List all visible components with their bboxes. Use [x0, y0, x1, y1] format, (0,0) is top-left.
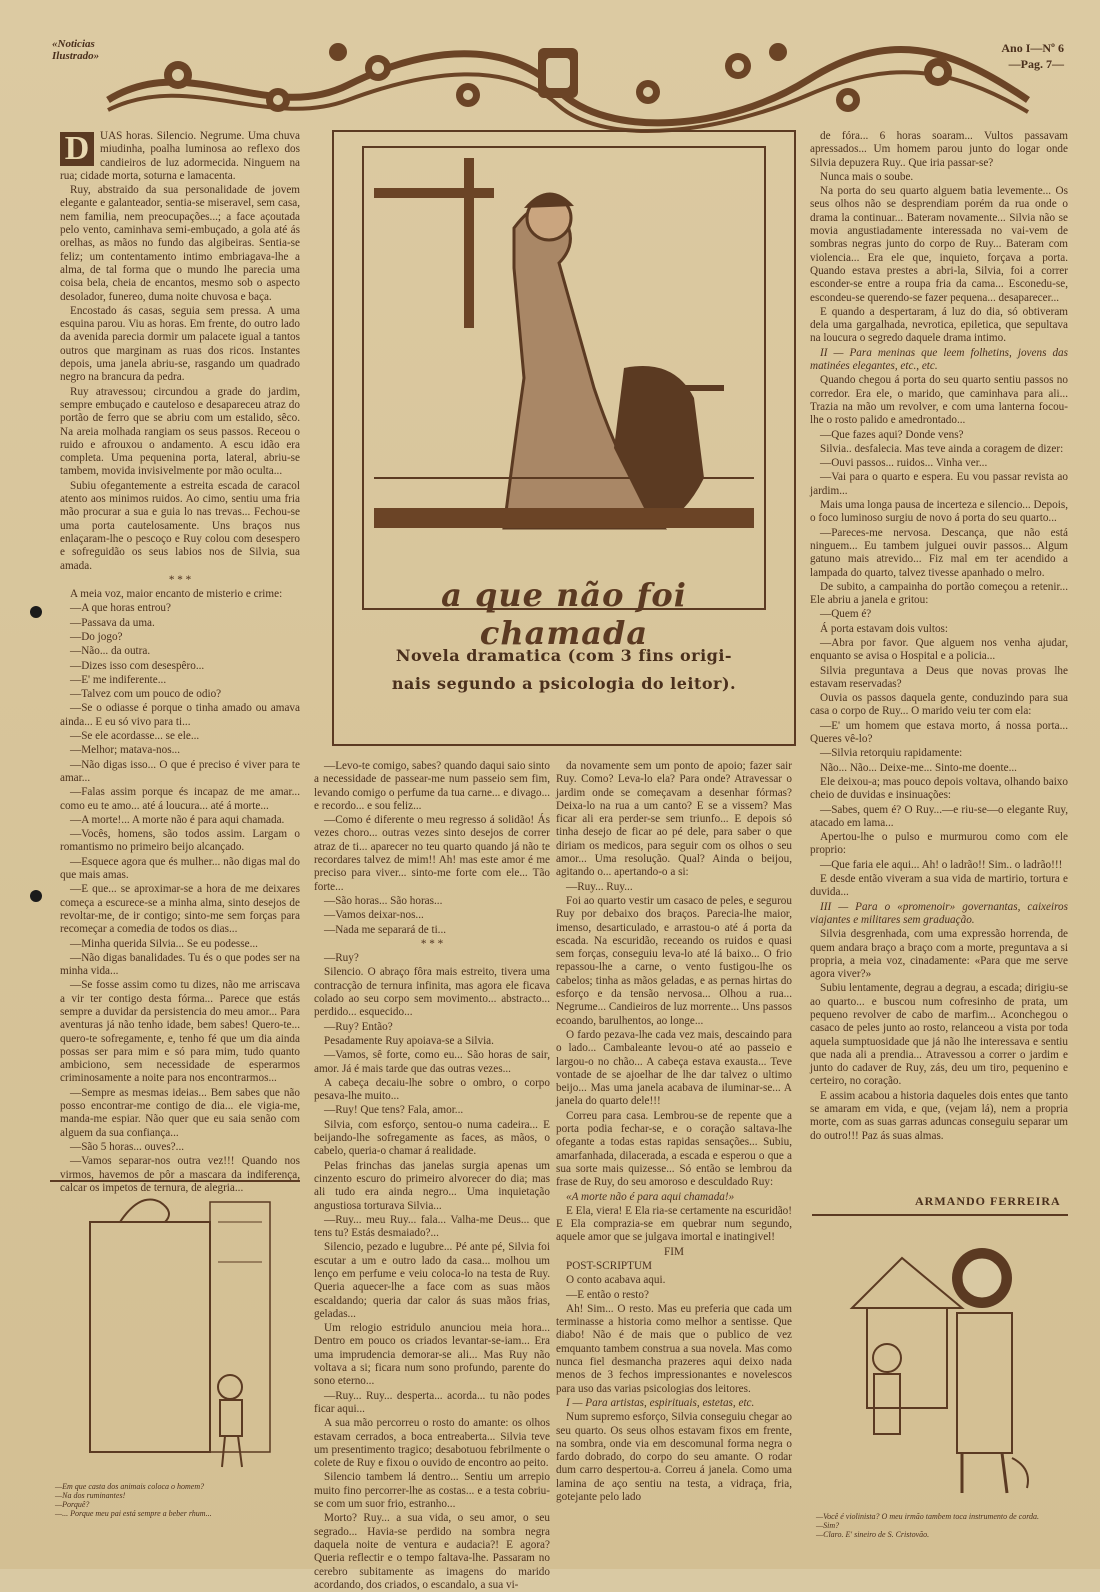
issue-info — [1001, 40, 1064, 72]
article-paragraph: Num supremo esforço, Silvia conseguiu chegar ao seu quarto. Os seus olhos estavam fixos em frente, na sombra, onde via em descomunal forma negra o fardo dobrado, do corpo do seu amante. O rodar dum carro despertou-a. Correu á janela. Como uma lamina de aço sentiu na testa, a vidraça, fria, gotejante pelo lado — [556, 1411, 792, 1504]
article-paragraph: E desde então viveram a sua vida de martirio, tortura e duvida... — [810, 873, 1068, 899]
illustration-woman-figure — [364, 148, 764, 568]
article-column-2 — [314, 760, 550, 1591]
article-paragraph: de fóra... 6 horas soaram... Vultos passavam apressados... Um homem parou junto do logar onde Silvia depuzera Ruy.. Que iria passar-se? — [810, 130, 1068, 169]
article-paragraph: —Passava da uma. — [70, 616, 155, 629]
caption-line: —... Porque meu pai está sempre a beber rhum... — [55, 1509, 212, 1518]
article-paragraph: Ele deixou-a; mas pouco depois voltava, olhando baixo cheio de duvidas e insinuações: — [810, 775, 1068, 802]
article-paragraph: Subiu ofegantemente a estreita escada de caracol atento aos minimos ruidos. Ao cimo, sentiu uma fria mão procurar a sua e guia lo nas trevas... Fechou-se uma porta cautelosamente. Uns braços nus enlaçaram-lhe o pescoço e Ruy colou com desespero e sofreguidão os seus labios nos de Silvia, sua amada. — [60, 479, 300, 572]
article-paragraph: —Do jogo? — [70, 630, 123, 643]
article-paragraph: E Ela, viera! E Ela ria-se certamente na escuridão! E Ela comprazia-se em quebrar num segundo, aquele amor que se julgava imortal e inatingivel! — [556, 1204, 792, 1244]
article-paragraph: Á porta estavam dois vultos: — [820, 622, 949, 635]
article-paragraph: —Vamos deixar-nos... — [324, 909, 424, 922]
article-paragraph: Foi ao quarto vestir um casaco de peles, e segurou Ruy por debaixo dos braços. Parecia-lhe maior, imenso, desarticulado, e arrastou-o até á porta da escada. Na escuridão, receando os ruidos e quasi sem forças, conseguiu leva-lo até lá baixo... O frio repassou-lhe a carne, o vento fustigou-lhe os cabelos; tinha as mãos geladas, e as pernas hirtas do esforço e da tensão nervosa... Olhou a rua... Negrume... Candieiros de luz morrente... Uns passos ecoando, barulhentos, ao longe... — [556, 894, 792, 1027]
article-paragraph: —Ruy... Ruy... desperta... acorda... tu não podes ficar aqui... — [314, 1389, 550, 1415]
article-paragraph: —Sempre as mesmas ideias... Bem sabes que não posso encontrar-me contigo de dia... ele vigia-me, manda-me espiar. Não quer que eu saia senão com alguem da sua confiança... — [60, 1086, 300, 1139]
article-paragraph: —Nada me separará de ti... — [324, 923, 447, 936]
illustration-inner-frame — [362, 146, 766, 652]
article-paragraph: —Se ele acordasse... se ele... — [70, 730, 200, 743]
article-paragraph: —E então o resto? — [566, 1288, 649, 1301]
article-paragraph: E quando a despertaram, á luz do dia, só obtiveram dela uma gargalhada, nevrotica, epiletica, que sepultava na loucura o segredo daquele drama intimo. — [810, 305, 1068, 345]
article-paragraph: —Pareces-me nervosa. Descança, que não está ninguem... Eu tambem julguei ouvir passos... Algum gatuno mais atrevido... Fiz mal em ter acendido a lampada do quarto, talvez tivesse apanhado o melro. — [810, 526, 1068, 579]
article-paragraph: Não... Não... Deixe-me... Sinto-me doente... — [820, 761, 1017, 774]
article-paragraph: —A morte!... A morte não é para aqui chamada. — [70, 813, 285, 826]
article-paragraph: A cabeça decaiu-lhe sobre o ombro, o corpo pesava-lhe muito... — [314, 1076, 550, 1103]
caption-line: —Porquê? — [55, 1500, 90, 1509]
article-paragraph: Quando chegou á porta do seu quarto sentiu passos no corredor. Era ele, o marido, que caminhava para ali... Trazia na mão um revolver, e com uma lanterna focou-lhe o rosto palido e amedrontado... — [810, 374, 1068, 427]
article-paragraph: —Ruy? Então? — [324, 1020, 393, 1033]
caption-line: —Sim? — [816, 1521, 840, 1530]
article-paragraph: —Não digas isso... O que é preciso é viver para te amar... — [60, 758, 300, 784]
article-paragraph: —Vai para o quarto e espera. Eu vou passar revista ao jardim... — [810, 471, 1068, 497]
cartoon-drawing-left — [50, 1182, 300, 1482]
article-paragraph: —Levo-te comigo, sabes? quando daqui saio sinto a necessidade de passear-me num passeio sem fim, levando comigo o perfume da tua carne... e divago... e recordo... e sou feliz... — [314, 760, 550, 812]
article-paragraph: O fardo pezava-lhe cada vez mais, descaindo para o lado... Cambaleante levou-o até ao passeio e largou-o no chão... A cabeça estava exausta... Teve vontade de se ajoelhar de lhe dar talvez o ultimo beijo... Mas uma janela acabava de iluminar-se... A janela do quarto dele!!! — [556, 1028, 792, 1108]
article-paragraph: —Talvez com um pouco de odio? — [70, 688, 222, 701]
binding-hole — [30, 606, 42, 618]
article-paragraph: Mais uma longa pausa de incerteza e silencio... Depois, o foco luminoso surgiu de novo á porta do seu quarto... — [810, 499, 1068, 525]
article-paragraph: Nunca mais o soube. — [820, 170, 914, 183]
article-paragraph: I — Para artistas, espirituais, estetas, etc. — [566, 1396, 755, 1409]
article-paragraph: —Que fazes aqui? Donde vens? — [820, 428, 964, 441]
article-paragraph: da novamente sem um ponto de apoio; fazer sair Ruy. Como? Leva-lo ela? Para onde? Atravessar o jardim onde se começavam a desenhar fórmas? Deixa-lo na rua a um canto? E se a vissem? Mas ficar ali era perder-se sem triunfo... E depois só tinha desejo de ficar ao pé dele, para saber o que diriam os medicos, para seguir com os olhos o seu amor... Uma resolução. Qual? Ainda o beijou, agitando o... apertando-o a si: — [556, 760, 792, 879]
article-paragraph: Ruy, abstraido da sua personalidade de jovem elegante e galanteador, sentia-se miseravel, sem casa, nem familia, nem preocupações...; a face açoutada pelo vento, caminhava semi-embuçado, a gola até ás orelhas, as mãos no fundo das algibeiras. Sentia-se feliz; um contentamento intimo embriagava-lhe a alma, de tal forma que o mundo lhe parecia uma coisa bela, cheia de encantos, mesmo sob o aspecto desolador, funereo, duma noite chuvosa e baça. — [60, 184, 300, 303]
article-paragraph: —Ruy... Ruy... — [566, 880, 633, 893]
article-paragraph: * * * — [168, 573, 192, 586]
article-paragraph: Silvia desgrenhada, com uma expressão horrenda, de quem andara braço a braço com a morte, preguntava a si propria, a meia voz, cinadamente: «Para que me serve agora viver?» — [810, 928, 1068, 981]
illustration-title: a que não foi chamada — [441, 576, 687, 652]
subtitle-line-1: Novela dramatica (com 3 fins origi- — [395, 646, 733, 665]
article-paragraph: —Ouvi passos... ruidos... Vinha ver... — [820, 457, 988, 470]
article-paragraph: —Se fosse assim como tu dizes, não me arriscava a vir ter contigo desta fórma... Parece que estás sempre a duvidar da persistencia do meu amor... Para aventuras já não tenho idade, bem sabes! Quero-te... quero-te sofregamente, e, tenho fé que um dia ainda possas ser para mim e só para mim, tudo quanto ambiciono, sem necessidade de esperarmos criminosamente a noite para nos encontrarmos... — [60, 979, 300, 1085]
page-number: —Pag. 7— — [1008, 57, 1064, 71]
article-paragraph: —Ruy? — [324, 952, 359, 965]
article-paragraph: —Não digas banalidades. Tu és o que podes ser na minha vida... — [60, 951, 300, 978]
illustration-subtitle — [374, 642, 754, 698]
article-column-3 — [556, 760, 792, 1545]
article-paragraph: Apertou-lhe o pulso e murmurou como com ele proprio: — [810, 831, 1068, 857]
article-paragraph: E assim acabou a historia daqueles dois entes que tanto se amaram em vida, e que, (vejam lá), nem a propria morte, com as suas garras aduncas conseguiu separar um do outro!!! Paz ás suas almas. — [810, 1089, 1068, 1142]
drop-cap: D — [60, 132, 94, 166]
article-paragraph: Morto? Ruy... a sua vida, o seu amor, o seu segrado... Havia-se perdido na sombra negra daquela noite de ventura e audacia?! E agora? Queria reflectir e o tempo faltava-lhe. Passaram no cerebro subitamente as imagens do marido acordando, dos criados, o escandalo, a sua vi- — [314, 1512, 550, 1591]
article-paragraph: —Esquece agora que és mulher... não digas mal do que mais amas. — [60, 855, 300, 882]
article-paragraph: Um relogio estridulo anunciou meia hora... Dentro em pouco os criados levantar-se-iam... Era uma imprudencia demorar-se ali... Mas Ruy não voltava a si; ficara num sono profundo, parente do sono eterno... — [314, 1322, 550, 1388]
cartoon-left — [50, 1180, 300, 1492]
article-paragraph: —A que horas entrou? — [70, 602, 171, 615]
article-paragraph: —Silvia retorquiu rapidamente: — [820, 747, 963, 760]
article-paragraph: —Vamos, sê forte, como eu... São horas de sair, amor. Já é mais tarde que das outras vezes... — [314, 1049, 550, 1075]
year-issue: Ano I—Nº 6 — [1001, 41, 1064, 55]
article-paragraph: —Ruy! Que tens? Fala, amor... — [324, 1104, 464, 1117]
cartoon-drawing-right — [812, 1218, 1068, 1508]
article-paragraph: Pelas frinchas das janelas surgia apenas um cinzento escuro do primeiro alvorecer do dia; mas ali tudo era ainda negro... Uma inquietação angustiosa torturava Silvia... — [314, 1159, 550, 1212]
article-paragraph: —Não... da outra. — [70, 645, 151, 658]
article-paragraph: Silencio tambem lá dentro... Sentiu um arrepio muito fino percorrer-lhe as costas... e a testa cobriu-se com um suor frio, estranho... — [314, 1471, 550, 1511]
article-paragraph: —Abra por favor. Que alguem nos venha ajudar, enquanto se avisa o Hospital e a policia... — [810, 636, 1068, 663]
article-paragraph: Silencio. O abraço fôra mais estreito, tivera uma contracção de ternura infinita, mas agora ele ficava colado ao seu corpo sem movimento... abstracto... perdido... esquecido... — [314, 966, 550, 1019]
article-paragraph: —E' um homem que estava morto, á nossa porta... Queres vê-lo? — [810, 719, 1068, 746]
article-paragraph: —Dizes isso com desespêro... — [70, 659, 205, 672]
article-paragraph: A sua mão percorreu o rosto do amante: os olhos estavam cerrados, a boca entreaberta... Silvia teve um presentimento tragico; desabotuou febrilmente o colete de Ruy e fixou o ouvido de encontro ao peito. — [314, 1417, 550, 1470]
article-paragraph: Silvia preguntava a Deus que novas provas lhe estavam reservadas? — [810, 664, 1068, 690]
ornamental-masthead — [48, 30, 1068, 130]
cartoon-right — [812, 1218, 1068, 1508]
article-paragraph: —Vamos separar-nos outra vez!!! Quando nos virmos, havemos de pôr a mascara da indiferença, calcar os impetos de ternura, de alegria... — [60, 1155, 300, 1194]
article-paragraph: De subito, a campainha do portão começou a retenir... Ele abriu a janela e gritou: — [810, 580, 1068, 607]
binding-hole — [30, 890, 42, 902]
article-paragraph: Na porta do seu quarto alguem batia levemente... Os seus olhos não se desprendiam porém da rua onde o drama la continuar... Bateram novamente... Silvia não se movia angustiadamente interessada no vai-vem de sombras negras junto do corpo de Ruy... Bateram com violencia... Era ele que, inquieto, forçava a porta. Quando estava prestes a abri-la, Silvia, foi a correr esconder-se entre a roupa fria da cama... Esconedu-se, escondeu-se querendo-se fazer pequena... desaparecer... — [810, 185, 1068, 304]
article-paragraph: Pesadamente Ruy apoiava-se a Silvia. — [324, 1034, 494, 1047]
article-paragraph: —E que... se aproximar-se a hora de me deixares começa a escurece-se a minha alma, sinto desejos de revoltar-me, de ir contigo; sinto-me sem forças para recomeçar a comedia de todos os dias... — [60, 883, 300, 936]
article-paragraph: —Como é diferente o meu regresso á solidão! Ás vezes choro... outras vezes sinto desejos de correr atraz de ti... aparecer no teu quarto quando já não te recordares talvez de mim!! Ah! mas este amor é me preciso para viver... sinto-me forte com ele... Tão forte... — [314, 814, 550, 893]
article-paragraph: A meia voz, maior encanto de misterio e crime: — [70, 588, 283, 601]
article-paragraph: Silencio, pezado e lugubre... Pé ante pé, Silvia foi escutar a um e outro lado da casa... molhou um lenço em perfume e veiu coloca-lo na testa de Ruy. Queria aquecer-lhe a face com as suas mãos escaldando; queria dar calor ás suas mãos frias, geladas... — [314, 1241, 550, 1320]
cartoon-right-caption — [816, 1512, 1066, 1539]
caption-line: —Em que casta dos animais coloca o homem? — [55, 1482, 205, 1491]
article-paragraph: Subiu lentamente, degrau a degrau, a escada; dirigiu-se ao quarto... e buscou num cofresinho de prata, um pequeno revolver de cabo de marfim... Aconchegou o casaco de peles junto ao rosto, relanceou a vista por toda aquela sumptuosidade que já não lhe interessava e sentiu que nada ali a prendia... Atravessou a correr o jardim e junto do cadaver de Ruy, zás, deu um tiro, pequenino e certeiro, no coração. — [810, 982, 1068, 1088]
article-paragraph: Ruy atravessou; circundou a grade do jardim, sempre embuçado e cauteloso e desapareceu atraz do portão de ferro que se abriu com um estalido, sêco. Na areia molhada rangiam os seus passos. Receou o ruido e afrouxou o andamento. A escu idão era completa. Uma pequenina porta, lateral, abriu-se tambem, movida invisivelmente por mão oculta... — [60, 385, 300, 478]
article-paragraph: II — Para meninas que leem folhetins, jovens das matinées elegantes, etc., etc. — [810, 346, 1068, 373]
illustration-frame — [332, 130, 796, 746]
article-paragraph: —E' me indiferente... — [70, 673, 167, 686]
article-paragraph: —Minha querida Silvia... Se eu podesse... — [70, 937, 258, 950]
article-paragraph: —Que faria ele aqui... Ah! o ladrão!! Sim.. o ladrão!!! — [820, 858, 1063, 871]
article-paragraph: Encostado ás casas, seguia sem pressa. A uma esquina parou. Viu as horas. Em frente, do outro lado da avenida parecia dormir um palacete igual a tantos outros que marginam as ruas dos ricos. Instantes depois, uma janela abriu-se, rasgando um quadrado negro na brancura da pedra. — [60, 304, 300, 384]
article-paragraph: Correu para casa. Lembrou-se de repente que a porta podia fechar-se, e o coração saltava-lhe ofegante a todas estas rapidas sensações... Subiu, amarfanhada, dilacerada, a escada e esperou o que a sua sorte mais quizesse... Só então se lembrou da frase de Ruy, do seu amoroso e desculdado Ruy: — [556, 1109, 792, 1189]
subtitle-line-2: nais segundo a psicologia do leitor). — [391, 674, 737, 693]
article-paragraph: Ouvia os passos daquela gente, conduzindo para sua casa o corpo de Ruy... O marido veiu ter com ela: — [810, 692, 1068, 718]
article-paragraph: —Ruy... meu Ruy... fala... Valha-me Deus... que tens tu? Estás desmaiado?... — [314, 1213, 550, 1240]
article-paragraph: —São horas... São horas... — [324, 894, 443, 907]
article-paragraph: —Vocês, homens, são todos assim. Largam o romantismo no primeiro beijo alcançado. — [60, 828, 300, 854]
article-paragraph: Ah! Sim... O resto. Mas eu preferia que cada um terminasse a historia como melhor a sentisse. Que diabo! Não é de mais que o publico de vez emquanto tambem construa a sua novela. Mas como nunca fiel desmancha prazeres aqui deixo nada menos de 3 fechos impressionantes e novelescos para uso das varias psicologias dos leitores. — [556, 1302, 792, 1395]
author-signature: ARMANDO FERREIRA — [915, 1194, 1061, 1208]
article-paragraph: POST-SCRIPTUM — [566, 1259, 653, 1272]
article-paragraph: —São 5 horas... ouves?... — [70, 1140, 185, 1153]
article-paragraph: O conto acabava aqui. — [566, 1274, 666, 1287]
article-paragraph: —Falas assim porque és incapaz de me amar... como eu te amo... até á loucura... até á morte... — [60, 786, 300, 812]
article-paragraph: —Melhor; matava-nos... — [70, 744, 180, 757]
publication-name: «Noticias Ilustrado» — [52, 38, 100, 62]
article-column-1 — [60, 130, 300, 1194]
article-paragraph: FIM — [664, 1245, 684, 1258]
caption-line: —Na dos ruminantes! — [55, 1491, 126, 1500]
article-paragraph: —Se o odiasse é porque o tinha amado ou amava ainda... E eu só vivo para ti... — [60, 702, 300, 728]
cartoon-left-caption — [55, 1482, 300, 1518]
caption-line: —Você é violinista? O meu irmão tambem toca instrumento de corda. — [816, 1512, 1040, 1521]
article-paragraph: * * * — [420, 937, 444, 950]
article-paragraph: —Sabes, quem é? O Ruy...—e riu-se—o elegante Ruy, atacado em lama... — [810, 803, 1068, 829]
caption-line: —Claro. E' sineiro de S. Cristovão. — [816, 1530, 930, 1539]
divider-rule — [812, 1214, 1068, 1216]
article-paragraph: III — Para o «promenoir» governantas, caixeiros viajantes e militares sem graduação. — [810, 900, 1068, 926]
article-paragraph: «A morte não é para aqui chamada!» — [566, 1190, 735, 1203]
article-paragraph: UAS horas. Silencio. Negrume. Uma chuva miudinha, poalha luminosa ao reflexo dos candieiros de luz adormecida. Ninguem na rua; cidade morta, soturna e lamacenta. — [60, 130, 300, 182]
article-column-4 — [810, 130, 1068, 1190]
article-paragraph: Silvia, com esforço, sentou-o numa cadeira... E beijando-lhe sofregamente as faces, as mãos, o cabelo, queria-o chamar á realidade. — [314, 1118, 550, 1158]
article-paragraph: —Quem é? — [820, 608, 872, 621]
article-paragraph: Silvia.. desfalecia. Mas teve ainda a coragem de dizer: — [820, 442, 1064, 455]
